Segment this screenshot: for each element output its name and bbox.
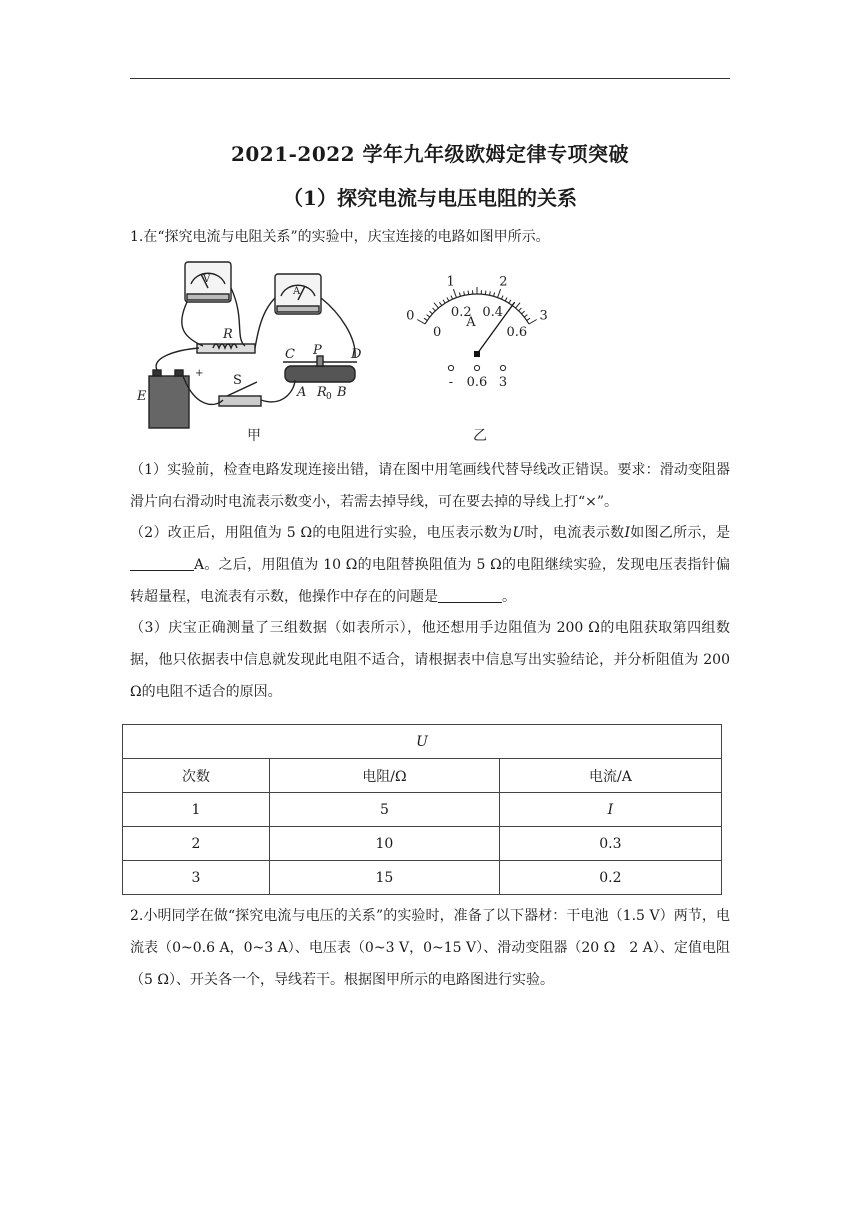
dial-tick — [417, 320, 425, 325]
figure-label-yi: 乙 — [473, 428, 487, 444]
switch-icon — [219, 396, 261, 406]
label-A: A — [297, 385, 307, 400]
table-cell: 0.2 — [499, 861, 721, 895]
table-row — [123, 827, 722, 861]
dial-tick — [464, 291, 465, 295]
part-2-text-c: 如图乙所示，是 — [630, 525, 731, 541]
dial-tick — [509, 300, 511, 303]
ammeter-dial-yi — [406, 275, 548, 444]
label-C: C — [285, 347, 295, 362]
part-2-text-d: A。之后，用阻值为 10 Ω的电阻替换阻值为 5 Ω的电阻继续实验，发现电压表指针偏转超量程，电流表有示数，他操作中存在的问题是 — [130, 557, 730, 605]
dial-label-top: 0 — [406, 308, 415, 324]
page-title: 2021-2022 学年九年级欧姆定律专项突破 — [230, 142, 630, 166]
dial-tick — [529, 320, 537, 325]
question-1-part-3: （3）庆宝正确测量了三组数据（如表所示），他还想用手边阻值为 200 Ω的电阻获取第四组数据，他只依据表中信息就发现此电阻不适合，请根据表中信息写出实验结论，并分析阻值为 200 Ω的电阻不适合的原因。 — [130, 620, 730, 700]
terminal-icon — [474, 365, 479, 370]
figure-circuit-and-meter — [135, 258, 555, 444]
dial-tick — [501, 296, 503, 300]
dial-tick — [494, 292, 495, 296]
question-1-part-2 — [130, 517, 730, 613]
dial-tick — [527, 318, 530, 320]
dial-tick — [468, 291, 469, 295]
dial-tick — [516, 303, 520, 308]
answer-blank-problem[interactable] — [438, 588, 502, 603]
dial-arc — [425, 294, 529, 324]
dial-tick — [433, 308, 436, 311]
table-cell: 2 — [123, 827, 270, 861]
dial-label-bottom: 0.4 — [482, 304, 504, 320]
dial-label-top: 2 — [499, 274, 508, 290]
label-plus: + — [195, 368, 204, 379]
table-header-row — [123, 725, 722, 759]
dial-tick — [519, 308, 522, 311]
header-rule — [130, 78, 730, 79]
label-D: D — [351, 347, 362, 362]
dial-tick — [522, 311, 525, 314]
battery-icon — [149, 376, 189, 428]
column-header: 次数 — [123, 759, 270, 793]
dial-tick — [459, 292, 460, 296]
circuit-diagram-jia — [149, 262, 357, 428]
label-ammeter-A: A — [293, 286, 301, 297]
dial-tick — [524, 315, 527, 317]
table-cell: 15 — [270, 861, 500, 895]
dial-tick — [489, 291, 490, 295]
terminal-icon — [500, 365, 505, 370]
dial-label-top: 3 — [539, 308, 548, 324]
table-row — [123, 861, 722, 895]
part-2-text-e: 。 — [502, 589, 516, 605]
label-P: P — [313, 343, 322, 358]
dial-label-top: 1 — [446, 274, 455, 290]
dial-label-bottom: 0.2 — [450, 304, 472, 320]
table-cell: 5 — [270, 793, 500, 827]
label-E: E — [137, 389, 147, 404]
question-1-part-1: （1）实验前，检查电路发现连接出错，请在图中用笔画线代替导线改正错误。要求：滑动变阻器滑片向右滑动时电流表示数变小，若需去掉导线，可在要去掉的导线上打“×”。 — [130, 462, 730, 510]
table-cell: 3 — [123, 861, 270, 895]
label-S: S — [233, 373, 242, 388]
table-cell: 0.3 — [499, 827, 721, 861]
dial-pivot — [474, 351, 480, 357]
dial-tick — [429, 311, 432, 314]
dial-tick — [451, 296, 453, 300]
terminal-label: 0.6 — [466, 375, 488, 390]
terminal-icon — [448, 365, 453, 370]
dial-tick — [447, 297, 449, 301]
terminal-label: - — [448, 375, 454, 390]
symbol-U: U — [512, 525, 525, 541]
table-column-row — [123, 759, 722, 793]
dial-unit: A — [466, 315, 476, 330]
label-R0: R — [317, 385, 327, 400]
label-R0-sub: 0 — [326, 392, 332, 402]
table-header-U: U — [123, 725, 722, 759]
column-header: 电阻/Ω — [270, 759, 500, 793]
question-1-intro: 1.在“探究电流与电阻关系”的实验中，庆宝连接的电路如图甲所示。 — [130, 229, 550, 245]
table-cell: I — [499, 793, 721, 827]
data-table — [122, 724, 722, 895]
label-B: B — [337, 385, 347, 400]
figure-label-jia: 甲 — [247, 428, 261, 444]
rheostat-icon — [285, 366, 355, 382]
dial-tick — [443, 300, 445, 303]
dial-tick — [498, 289, 501, 297]
page-subtitle: （1）探究电流与电压电阻的关系 — [283, 186, 577, 210]
dial-tick — [453, 289, 456, 297]
terminal-label: 3 — [498, 375, 508, 390]
dial-tick — [485, 291, 486, 295]
answer-blank-current[interactable] — [130, 556, 194, 571]
dial-tick — [434, 303, 438, 308]
part-2-text-b: 时，电流表示数 — [524, 525, 625, 541]
dial-label-bottom: 0.6 — [506, 325, 528, 340]
column-header: 电流/A — [499, 759, 721, 793]
table-cell: 10 — [270, 827, 500, 861]
dial-tick — [424, 318, 427, 320]
dial-tick — [427, 315, 430, 317]
symbol-I: I — [624, 525, 630, 541]
dial-tick — [505, 297, 507, 301]
dial-label-bottom: 0 — [433, 325, 442, 340]
part-2-text-a: （2）改正后，用阻值为 5 Ω的电阻进行实验，电压表示数为 — [130, 525, 513, 541]
label-voltmeter-V: V — [203, 274, 211, 285]
label-R: R — [223, 327, 233, 342]
dial-tick — [439, 302, 441, 305]
question-2: 2.小明同学在做“探究电流与电压的关系”的实验时，准备了以下器材：干电池（1.5 V）两节，电流表（0~0.6 A，0~3 A）、电压表（0~3 V，0~15 V）、滑动变阻器（20 Ω 2 A）、定值电阻（5 Ω）、开关各一个，导线若干。根据图甲所示的电路图进行实验。 — [130, 908, 730, 988]
table-cell: 1 — [123, 793, 270, 827]
table-row — [123, 793, 722, 827]
